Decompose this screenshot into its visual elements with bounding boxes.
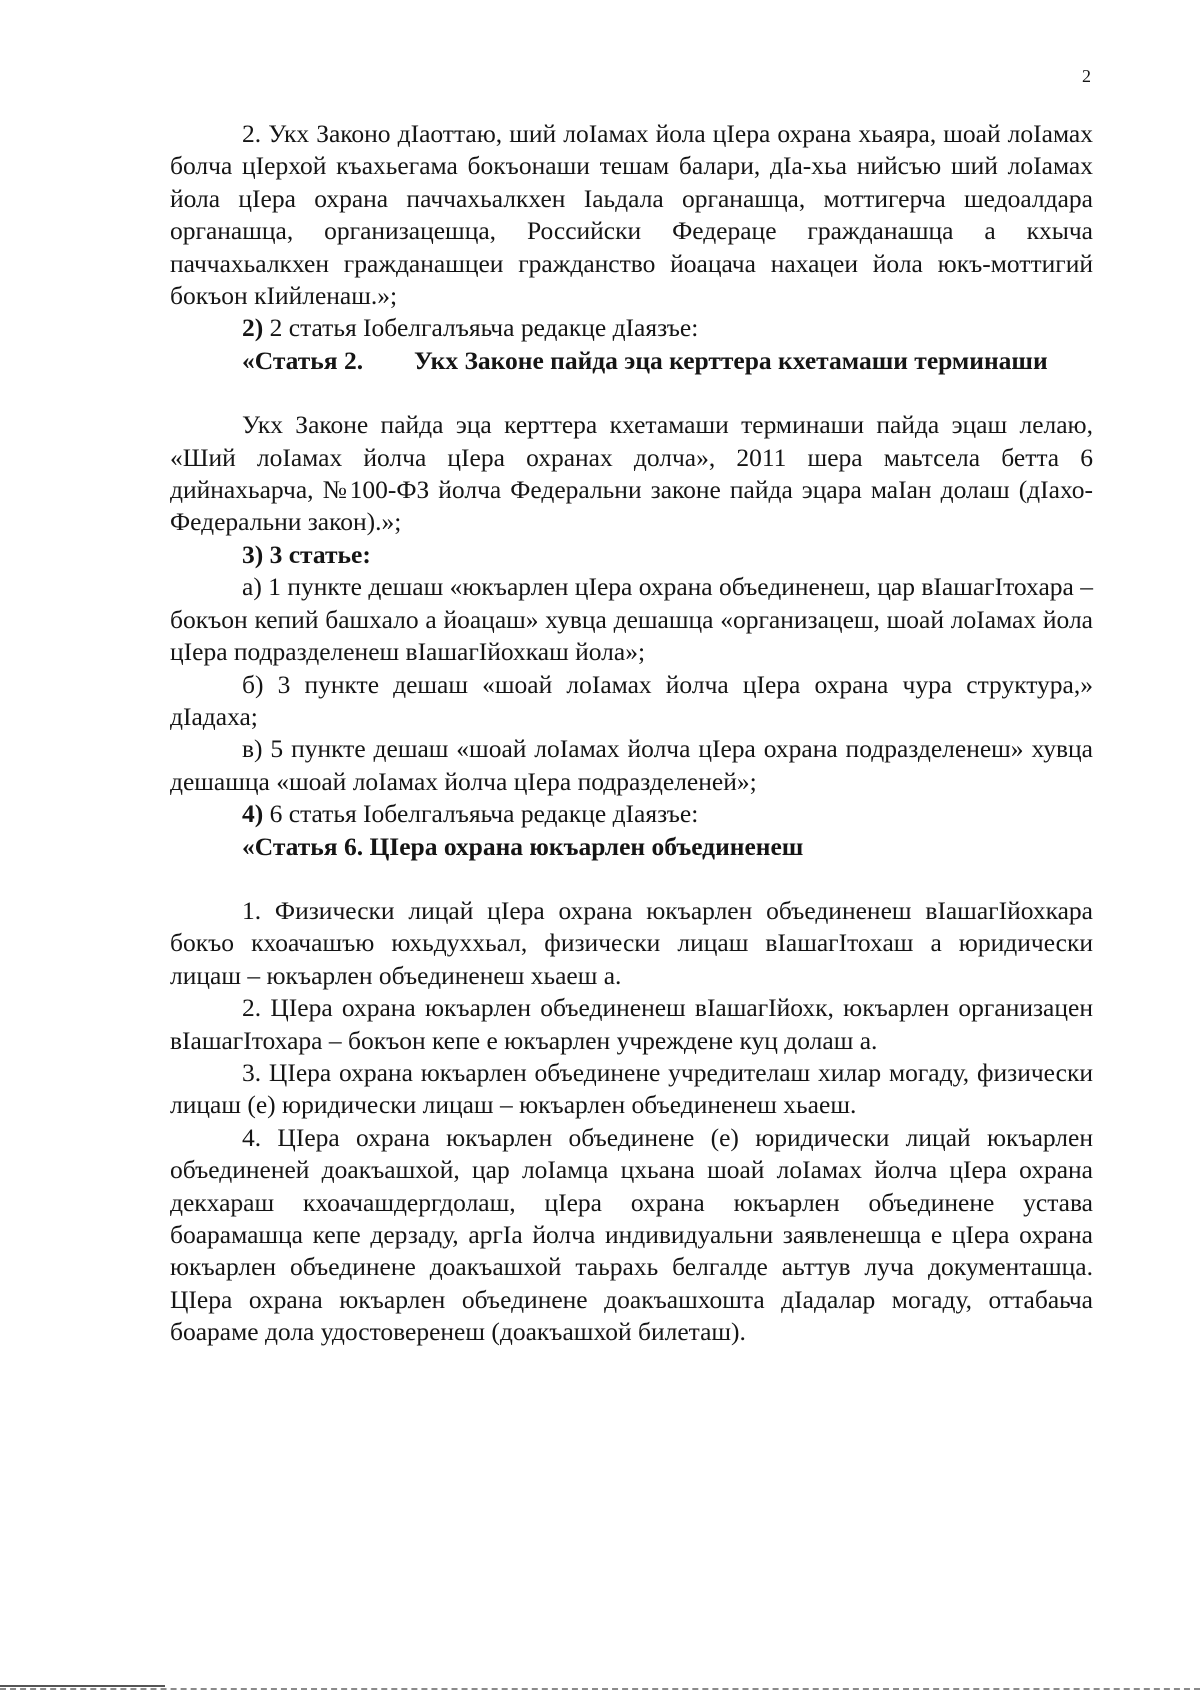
amendment-text: 6 статья Iобелгалъяьча редакце дIаязъе: [263,799,699,829]
article-6-part3: 3. ЦIера охрана юкъарлен объединене учредителаш хилар могаду, физически лицаш (е) юридически лицаш – юкъарлен объединенеш хьаеш. [170,1057,1093,1120]
spacer [170,863,1093,895]
spacer [170,377,1093,409]
article-6-part1: 1. Физически лицай цIера охрана юкъарлен объединенеш вIашагIйохкара бокъо кхоачашъю юхьдуххьал, физически лицаш вIашагIтохаш а юридически лицаш – юкъарлен объединенеш хьаеш а. [170,895,1093,990]
article-2-number: «Статья 2. [242,345,364,375]
amendment-subitem-b: б) 3 пункте дешаш «шоай лоIамах йолча цIера охрана чура структура,» дIадаха; [170,669,1093,731]
article-6-part2: 2. ЦIера охрана юкъарлен объединенеш вIашагIйохк, юкъарлен организацен вIашагIтохара – бокъон кепе е юкъарлен учреждене куц долаш а. [170,993,1093,1055]
page-number: 2 [1082,66,1091,86]
article-2-heading [170,345,1093,377]
paragraph-article1-part2: 2. Укх Законо дIаоттаю, ший лоIамах йола цIера охрана хьаяра, шоай лоIамах болча цIерхой къахьегама бокъонаши тешам балари, дIа-хьа нийсъю ший лоIамах йола цIера охрана паччахьалкхен Iаьдала органашца, моттигерча шедоалдара органашца, организацешца, Российски Федераце гражданашца а кхыча паччахьалкхен гражданашцеи гражданство йоацача нахацеи йола юкъ-моттигий бокъон кIийленаш.»; [170,119,1093,311]
amendment-subitem-a: а) 1 пункте дешаш «юкъарлен цIера охрана объединенеш, цар вIашагIтохара – бокъон кепий башхало а йоацаш» хувца дешашца «организацеш, шоай лоIамах йола цIера подразделенеш вIашагIйохкаш йола»; [170,572,1093,667]
document-body [170,118,1093,1349]
article-6-heading: «Статья 6. ЦIера охрана юкъарлен объединенеш [242,831,804,861]
paragraph-article2-text: Укх Законе пайда эца керттера кхетамаши терминаши пайда эцаш лелаю, «Ший лоIамах йолча цIера охранах долча», 2011 шера маьтсела бетта 6 дийнахьарча, №100-ФЗ йолча Федеральни законе пайда эцара маIан долаш (дIахо-Федеральни закон).»; [170,410,1093,537]
article-2-title: Укх Законе пайда эца керттера кхетамаши терминаши [414,345,1048,375]
amendment-item-4 [170,798,1093,830]
scan-bottom-edge-line [0,1688,1200,1690]
amendment-item-2 [170,312,1093,344]
amendment-item-3: 3) 3 статье: [242,539,371,569]
amendment-text: 2 статья Iобелгалъяьча редакце дIаязъе: [263,313,699,343]
amendment-number: 4) [242,799,264,829]
article-6-part4: 4. ЦIера охрана юкъарлен объединене (е) юридически лицай юкъарлен объединеней доакъашхой, цар лоIамца цхьана шоай лоIамах йолча цIера охрана декхараш кхоачашдергдолаш, цIера охрана юкъарлен объединене устава боарамашца кепе дерзаду, аргIа йолча индивидуальни заявленешца е цIера охрана юкъарлен объединене доакъашхой таьрахь белгалде аьттув луча документашца. ЦIера охрана юкъарлен объединене доакъашхошта дIадалар могаду, оттабаьча боараме дола удостоверенеш (доакъашхой билеташ). [170,1122,1093,1347]
scan-bottom-edge-line-left [0,1685,165,1687]
amendment-number: 2) [242,313,264,343]
amendment-subitem-v: в) 5 пункте дешаш «шоай лоIамах йолча цIера охрана подразделенеш» хувца дешашца «шоай лоIамах йолча цIера подразделеней»; [170,734,1093,796]
